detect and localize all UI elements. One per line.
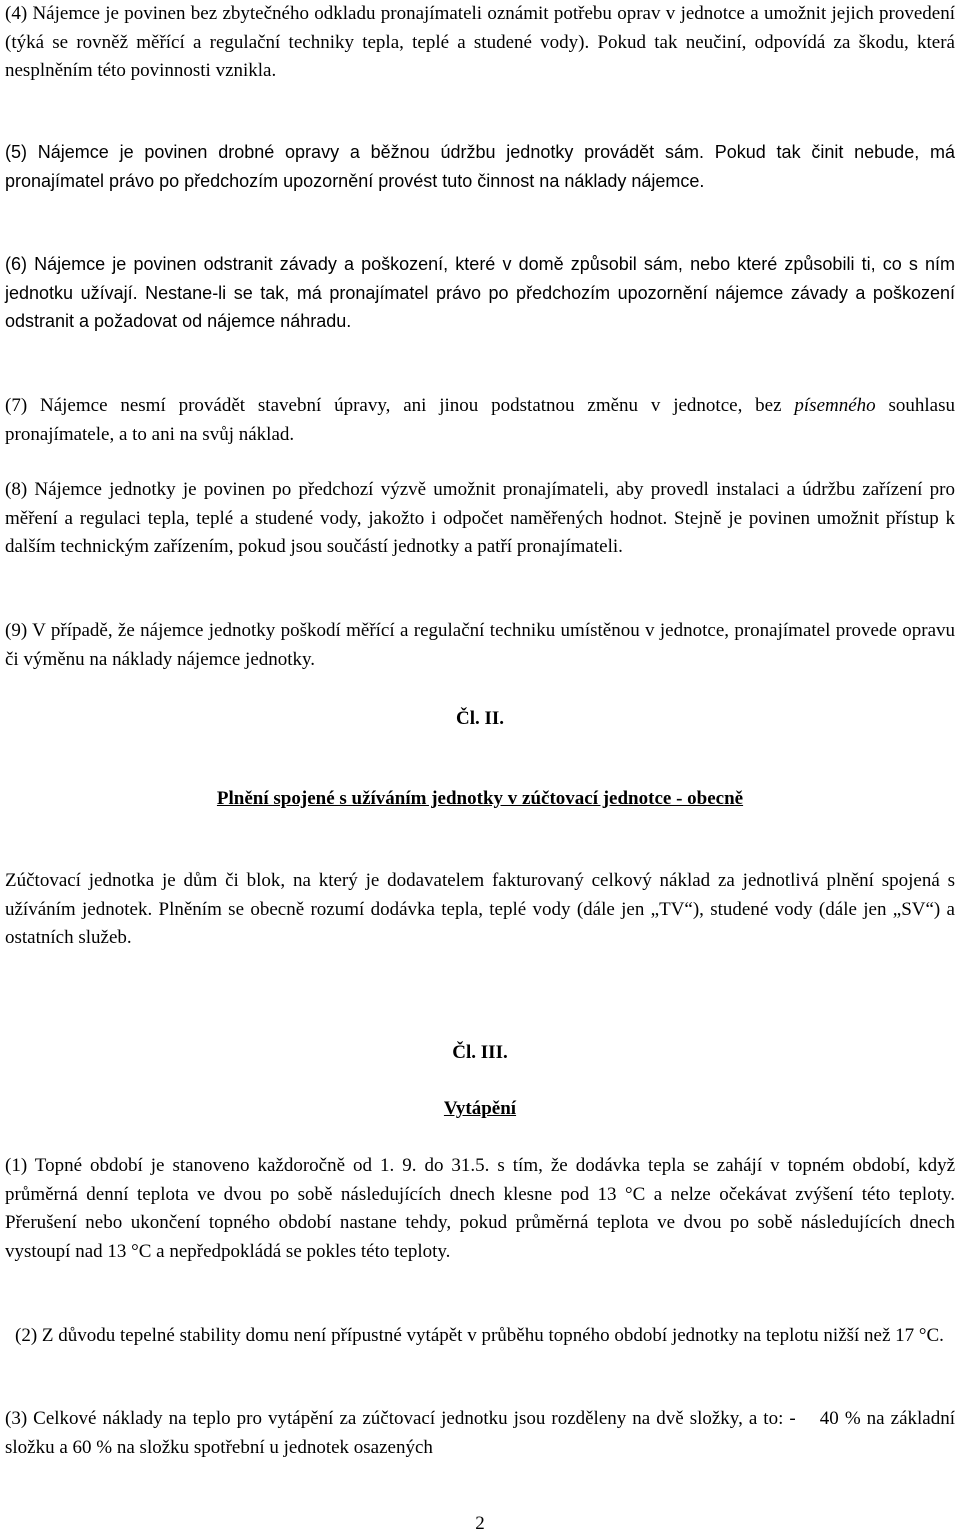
article-3-paragraph-2: (2) Z důvodu tepelné stability domu není přípustné vytápět v průběhu topného období jednotky na teplotu nižší než 17 °C. xyxy=(15,1325,944,1346)
article-2-number: Čl. II. xyxy=(455,708,505,729)
page-number: 2 xyxy=(475,1513,485,1534)
article-3-title: Vytápění xyxy=(443,1098,517,1119)
article-3-paragraph-3: (3) Celkové náklady na teplo pro vytápění za zúčtovací jednotku jsou rozděleny na dvě složky, a to: - 40 % na základní složku a 60 % na složku spotřební u jednotek osazených xyxy=(5,1408,960,1458)
paragraph-7-text-start: (7) Nájemce nesmí provádět stavební úpravy, ani jinou podstatnou změnu v jednotce, bez xyxy=(5,395,795,416)
paragraph-6: (6) Nájemce je povinen odstranit závady a poškození, které v domě způsobil sám, nebo které způsobili ti, co s ním jednotku užívají. Nestane-li se tak, má pronajímatel právo po předchozím upozornění nájemce závady a poškození odstranit a požadovat od nájemce náhradu. xyxy=(5,254,955,331)
paragraph-7-emphasis: písemného xyxy=(794,395,876,416)
article-3-paragraph-1: (1) Topné období je stanoveno každoročně od 1. 9. do 31.5. s tím, že dodávka tepla se zahájí v topném období, když průměrná denní teplota ve dvou po sobě následujících dnech klesne pod 13 °C a nelze očekávat zvýšení této teploty. Přerušení nebo ukončení topného období nastane tehdy, pokud průměrná teplota ve dvou po sobě následujících dnech vystoupí nad 13 °C a nepředpokládá se pokles této teploty. xyxy=(5,1155,955,1262)
paragraph-4: (4) Nájemce je povinen bez zbytečného odkladu pronajímateli oznámit potřebu oprav v jednotce a umožnit jejich provedení (týká se rovněž měřící a regulační techniky tepla, teplé a studené vody). Pokud tak neučiní, odpovídá za škodu, která nesplněním této povinnosti vznikla. xyxy=(5,3,955,81)
article-2-body: Zúčtovací jednotka je dům či blok, na který je dodavatelem fakturovaný celkový náklad za jednotlivá plnění spojená s užíváním jednotek. Plněním se obecně rozumí dodávka tepla, teplé vody (dále jen „TV“), studené vody (dále jen „SV“) a ostatních služeb. xyxy=(5,870,955,948)
article-2-title: Plnění spojené s užíváním jednotky v zúčtovací jednotce - obecně xyxy=(216,788,744,809)
article-3-number: Čl. III. xyxy=(452,1042,508,1063)
paragraph-9: (9) V případě, že nájemce jednotky poškodí měřící a regulační techniku umístěnou v jednotce, pronajímatel provede opravu či výměnu na náklady nájemce jednotky. xyxy=(5,620,955,670)
paragraph-8: (8) Nájemce jednotky je povinen po předchozí výzvě umožnit pronajímateli, aby provedl instalaci a údržbu zařízení pro měření a regulaci tepla, teplé a studené vody, jakožto i odpočet naměřených hodnot. Stejně je povinen umožnit přístup k dalším technickým zařízením, pokud jsou součástí jednotky a patří pronajímateli. xyxy=(5,479,955,557)
paragraph-7 xyxy=(5,392,955,449)
paragraph-7-text-end: souhlasu pronajímatele, a to ani na svůj náklad. xyxy=(5,395,956,445)
paragraph-5: (5) Nájemce je povinen drobné opravy a běžnou údržbu jednotky provádět sám. Pokud tak činit nebude, má pronajímatel právo po předchozím upozornění provést tuto činnost na náklady nájemce. xyxy=(5,142,955,191)
